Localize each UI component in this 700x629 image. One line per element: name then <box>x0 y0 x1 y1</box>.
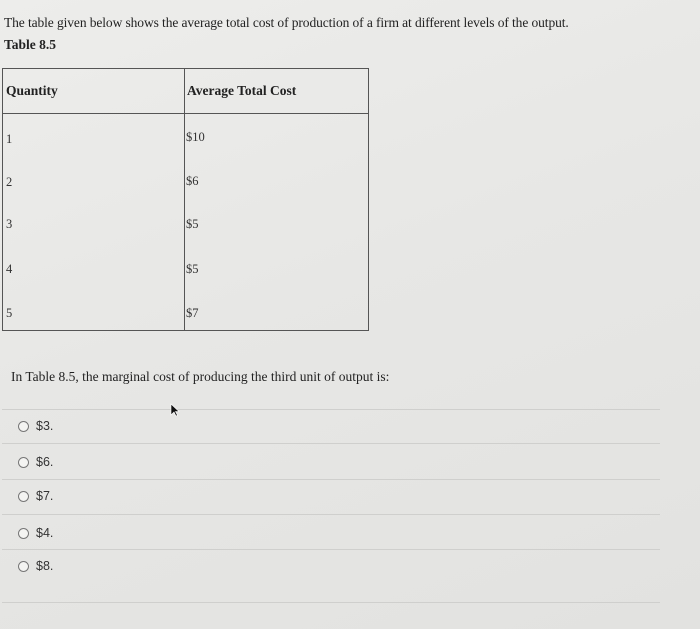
cell-quantity-2: 2 <box>6 175 13 189</box>
answer-option-2-label: $6. <box>36 455 54 469</box>
answer-option-5-label: $8. <box>36 559 54 573</box>
cell-atc-4: $5 <box>186 262 199 276</box>
cost-table <box>2 68 369 331</box>
answer-option-5[interactable] <box>18 559 53 573</box>
cell-quantity-3: 3 <box>6 217 13 231</box>
option-separator <box>2 409 660 410</box>
table-column-divider <box>184 69 185 330</box>
option-separator <box>2 549 660 550</box>
mouse-pointer-icon <box>170 403 180 417</box>
cell-atc-1: $10 <box>186 130 205 144</box>
radio-button-4[interactable] <box>18 528 29 539</box>
intro-text: The table given below shows the average total cost of production of a firm at different levels of the output. <box>4 15 569 30</box>
option-separator <box>2 443 660 444</box>
answer-option-1[interactable] <box>18 419 53 433</box>
answer-option-3-label: $7. <box>36 489 54 503</box>
table-label: Table 8.5 <box>4 37 57 52</box>
option-separator <box>2 514 660 515</box>
radio-button-5[interactable] <box>18 561 29 572</box>
option-separator <box>2 479 660 480</box>
radio-button-3[interactable] <box>18 491 29 502</box>
header-quantity: Quantity <box>6 83 58 98</box>
answer-option-4-label: $4. <box>36 526 54 540</box>
header-average-total-cost: Average Total Cost <box>187 83 297 98</box>
answer-option-3[interactable] <box>18 489 53 503</box>
answer-option-2[interactable] <box>18 455 53 469</box>
option-separator <box>2 602 660 603</box>
cell-quantity-5: 5 <box>6 306 13 320</box>
answer-option-1-label: $3. <box>36 419 54 433</box>
table-header-divider <box>3 113 368 114</box>
cell-atc-3: $5 <box>186 217 199 231</box>
cell-atc-2: $6 <box>186 174 199 188</box>
cell-quantity-1: 1 <box>6 132 13 146</box>
cell-atc-5: $7 <box>186 306 199 320</box>
cell-quantity-4: 4 <box>6 262 13 276</box>
radio-button-1[interactable] <box>18 421 29 432</box>
radio-button-2[interactable] <box>18 457 29 468</box>
question-text: In Table 8.5, the marginal cost of producing the third unit of output is: <box>11 369 390 384</box>
answer-option-4[interactable] <box>18 526 53 540</box>
